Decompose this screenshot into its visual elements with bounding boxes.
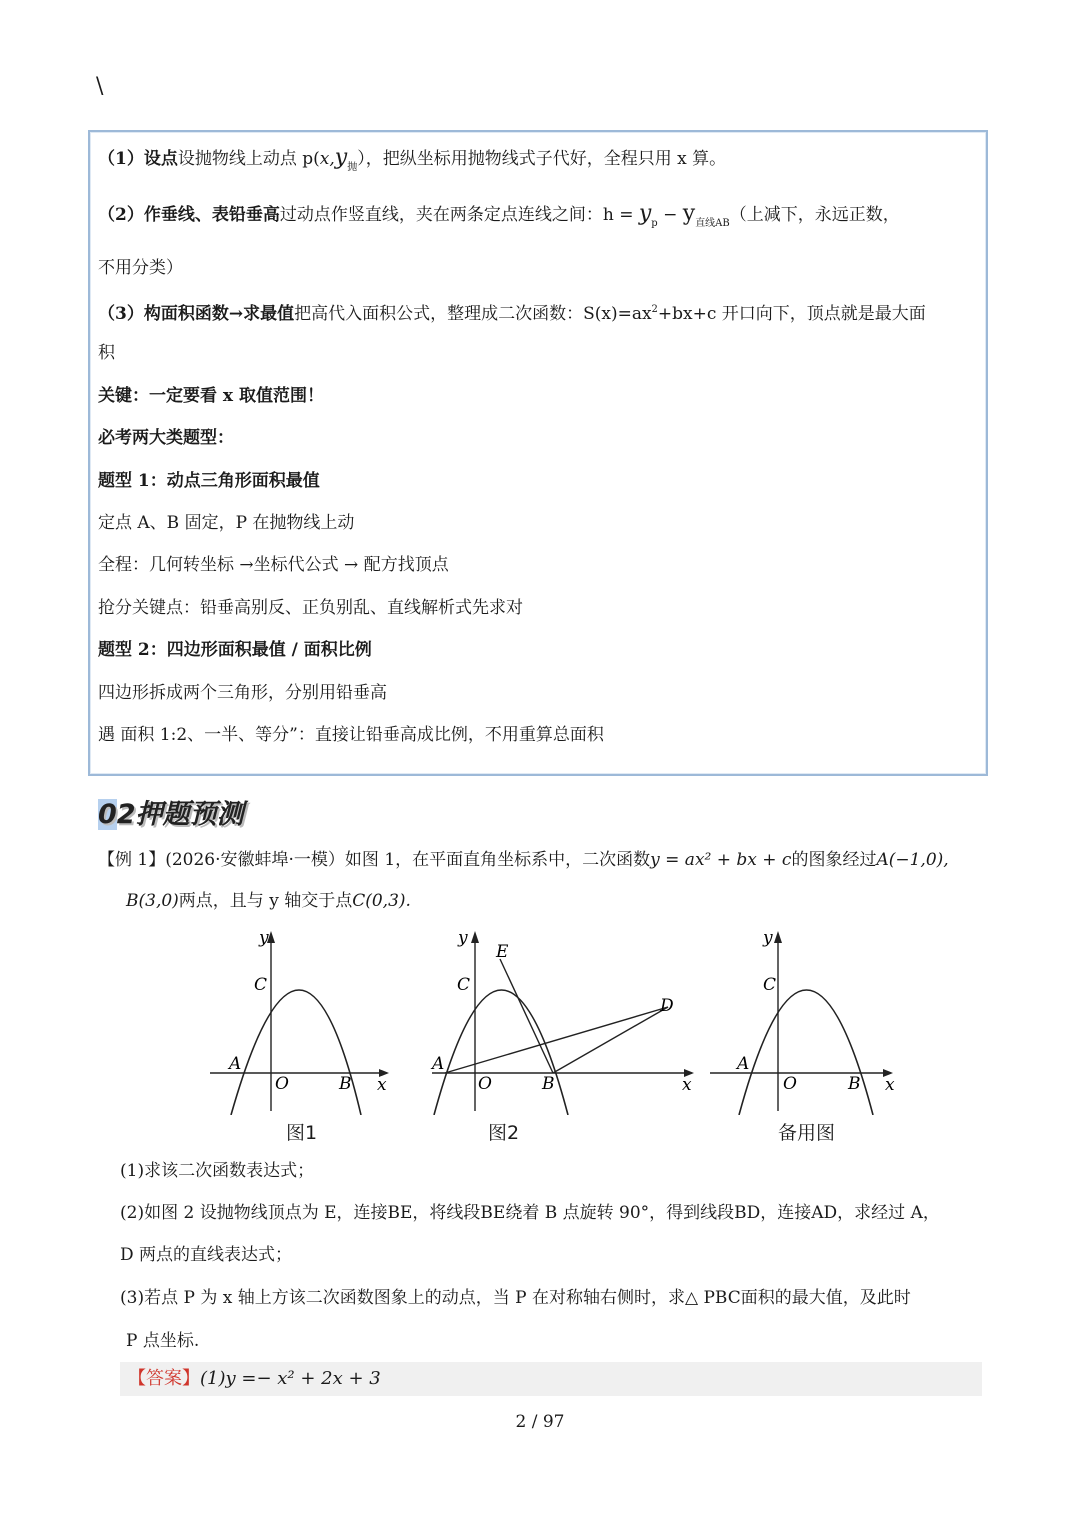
problem-line-1: 【例 1】(2026·安徽蚌埠·一模）如图 1，在平面直角坐标系中，二次函数y = ax² + bx + c的图象经过A(−1,0),	[98, 850, 949, 870]
step-1: （1）设点设抛物线上动点 $p(x,y_抛)$，把纵坐标用抛物线式子代好，全程只用 x 算。	[98, 145, 727, 173]
x-axis-label: x	[377, 1075, 387, 1095]
y-axis-label: y	[763, 928, 773, 948]
must-types: 必考两大类题型：	[98, 428, 234, 448]
type-2-line-2: 遇 面积 1:2、一半、等分”：直接让铅垂高成比例，不用重算总面积	[98, 725, 604, 745]
point-b-label: B	[542, 1074, 555, 1094]
point-c-label: C	[254, 975, 268, 995]
question-1: (1)求该二次函数表达式；	[120, 1161, 315, 1181]
question-3-cont: P 点坐标.	[126, 1331, 200, 1351]
y-axis-label: y	[458, 928, 468, 948]
question-3: (3)若点 P 为 x 轴上方该二次函数图象上的动点，当 P 在对称轴右侧时，求△ PBC面积的最大值，及此时	[120, 1288, 911, 1308]
origin-label: O	[783, 1074, 797, 1094]
point-b-label: B	[848, 1074, 861, 1094]
point-a-label: A	[432, 1054, 445, 1074]
answer-tag: 【答案】	[128, 1368, 200, 1389]
step-2-cont: 不用分类）	[98, 258, 183, 278]
figure-2-caption: 图2	[488, 1122, 520, 1144]
step-3-cont: 积	[98, 343, 115, 363]
figure-1-caption: 图1	[286, 1122, 318, 1144]
answer-text: (1)y =− x² + 2x + 3	[200, 1368, 381, 1389]
x-axis-label: x	[682, 1075, 692, 1095]
point-b-label: B	[339, 1074, 352, 1094]
answer-bar	[120, 1362, 982, 1396]
figure-backup	[705, 925, 900, 1119]
origin-label: O	[478, 1074, 492, 1094]
type-2-title: 题型 2：四边形面积最值 / 面积比例	[98, 640, 372, 660]
y-axis-label: y	[259, 928, 269, 948]
key-point: 关键：一定要看 x 取值范围！	[98, 386, 324, 406]
question-2: (2)如图 2 设抛物线顶点为 E，连接BE，将线段BE绕着 B 点旋转 90°，得到线段BD，连接AD，求经过 A，	[120, 1203, 940, 1223]
problem-line-2: B(3,0)两点，且与 y 轴交于点C(0,3).	[126, 891, 411, 911]
point-c-label: C	[763, 975, 777, 995]
origin-label: O	[275, 1074, 289, 1094]
type-1-line-2: 全程：几何转坐标 →坐标代公式 → 配方找顶点	[98, 555, 449, 575]
figure-backup-caption: 备用图	[778, 1122, 836, 1144]
step-2: （2）作垂线、表铅垂高过动点作竖直线，夹在两条定点连线之间：$h = y_p - y_{直线AB}$（上减下，永远正数，	[98, 201, 900, 229]
figure-2	[430, 925, 705, 1119]
point-a-label: A	[229, 1054, 242, 1074]
type-2-line-1: 四边形拆成两个三角形，分别用铅垂高	[98, 683, 387, 703]
section-title: 02押题预测	[98, 799, 244, 830]
type-1-line-1: 定点 A、B 固定，P 在抛物线上动	[98, 513, 355, 533]
point-d-label: D	[660, 996, 674, 1016]
question-2-cont: D 两点的直线表达式；	[120, 1245, 293, 1265]
page-number: 2 / 97	[515, 1412, 565, 1432]
top-mark: \	[96, 74, 104, 99]
point-a-label: A	[737, 1054, 750, 1074]
type-1-line-3: 抢分关键点：铅垂高别反、正负别乱、直线解析式先求对	[98, 598, 523, 618]
type-1-title: 题型 1：动点三角形面积最值	[98, 471, 320, 491]
step-3: （3）构面积函数→求最值把高代入面积公式，整理成二次函数：$S(x)=ax^2+bx+c$ 开口向下，顶点就是最大面	[98, 304, 926, 324]
point-c-label: C	[457, 975, 471, 995]
point-e-label: E	[496, 942, 509, 962]
figure-1	[205, 925, 395, 1119]
x-axis-label: x	[885, 1075, 895, 1095]
